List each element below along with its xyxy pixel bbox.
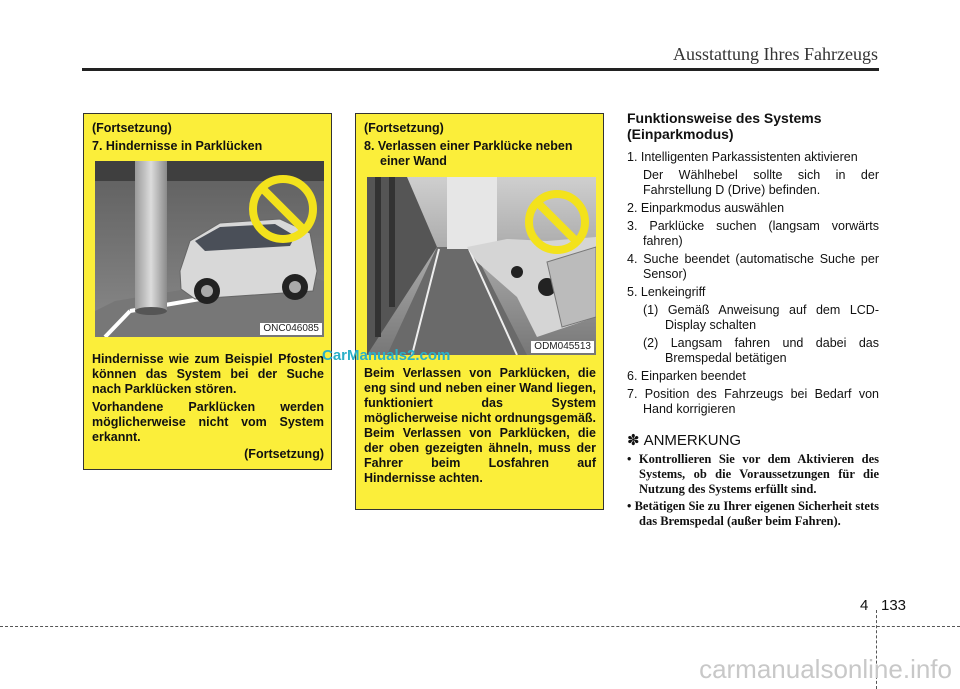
step-5-sub-1: (1) Gemäß Anweisung auf dem LCD-Display schalten bbox=[643, 303, 879, 332]
step-1: 1. Intelligenten Parkassistenten aktivieren bbox=[627, 150, 858, 164]
step-7: 7. Position des Fahrzeugs bei Bedarf von Hand korrigieren bbox=[627, 387, 879, 416]
photo-wall-parking bbox=[367, 177, 596, 355]
note-bullet-2: • Betätigen Sie zu Ihrer eigenen Sicherheit stets das Bremspedal (außer beim Fahren). bbox=[627, 499, 879, 528]
step-3: 3. Parklücke suchen (langsam vorwärts fahren) bbox=[627, 219, 879, 248]
photo-code-label: ODM045513 bbox=[531, 341, 594, 353]
box1-paragraph-1: Hindernisse wie zum Beispiel Pfosten können das System bei der Suche nach Parklücken stören. bbox=[92, 352, 324, 396]
note-heading bbox=[627, 433, 879, 448]
note-bullet-1: • Kontrollieren Sie vor dem Aktivieren des Systems, ob die Voraussetzungen für die Nutzung des Systems erfüllt sind. bbox=[627, 452, 879, 496]
section-heading: Funktionsweise des Systems (Einparkmodus) bbox=[627, 110, 822, 142]
box2-continued: (Fortsetzung) bbox=[364, 121, 444, 135]
info-box-obstacles bbox=[83, 113, 332, 470]
footer-watermark: carmanualsonline.info bbox=[699, 654, 952, 684]
step-4: 4. Suche beendet (automatische Suche per Sensor) bbox=[627, 252, 879, 281]
box1-continued: (Fortsetzung) bbox=[92, 121, 172, 135]
box1-paragraph-2: Vorhandene Parklücken werden möglicherweise nicht vom System erkannt. bbox=[92, 400, 324, 444]
step-6: 6. Einparken beendet bbox=[627, 369, 746, 383]
header-title: Ausstattung Ihres Fahrzeugs bbox=[673, 44, 878, 64]
watermark-carmanuals2: CarManuals2.com bbox=[322, 347, 451, 364]
page-number: 133 bbox=[881, 597, 907, 614]
note-title: ANMERKUNG bbox=[643, 432, 742, 449]
info-box-wall bbox=[355, 113, 604, 510]
chapter-number: 4 bbox=[860, 597, 869, 614]
step-5: 5. Lenkeingriff bbox=[627, 285, 706, 299]
photo-code-label: ONC046085 bbox=[260, 323, 322, 335]
box1-heading: 7. Hindernisse in Parklücken bbox=[92, 139, 263, 153]
asterisk-icon: ✽ bbox=[627, 432, 640, 449]
footer-rule bbox=[0, 626, 960, 627]
box1-continued-footer: (Fortsetzung) bbox=[244, 447, 324, 461]
step-1-note: Der Wählhebel sollte sich in der Fahrstellung D (Drive) befinden. bbox=[643, 168, 879, 197]
step-5-sub-2: (2) Langsam fahren und dabei das Bremspedal betätigen bbox=[643, 336, 879, 365]
box2-paragraph-1: Beim Verlassen von Parklücken, die eng sind und neben einer Wand liegen, funktioniert das System möglicherweise nicht ordnungsgemäß. Beim Verlassen von Parklücken, die der oben gezeigten ähneln, muss der Fahrer beim Losfahren auf Hindernisse achten. bbox=[364, 366, 596, 485]
system-function-section bbox=[627, 110, 879, 531]
header-rule bbox=[82, 68, 879, 71]
photo-obstacle-pillar bbox=[95, 161, 324, 337]
box2-heading: 8. Verlassen einer Parklücke neben einer Wand bbox=[364, 139, 573, 168]
step-2: 2. Einparkmodus auswählen bbox=[627, 201, 785, 215]
